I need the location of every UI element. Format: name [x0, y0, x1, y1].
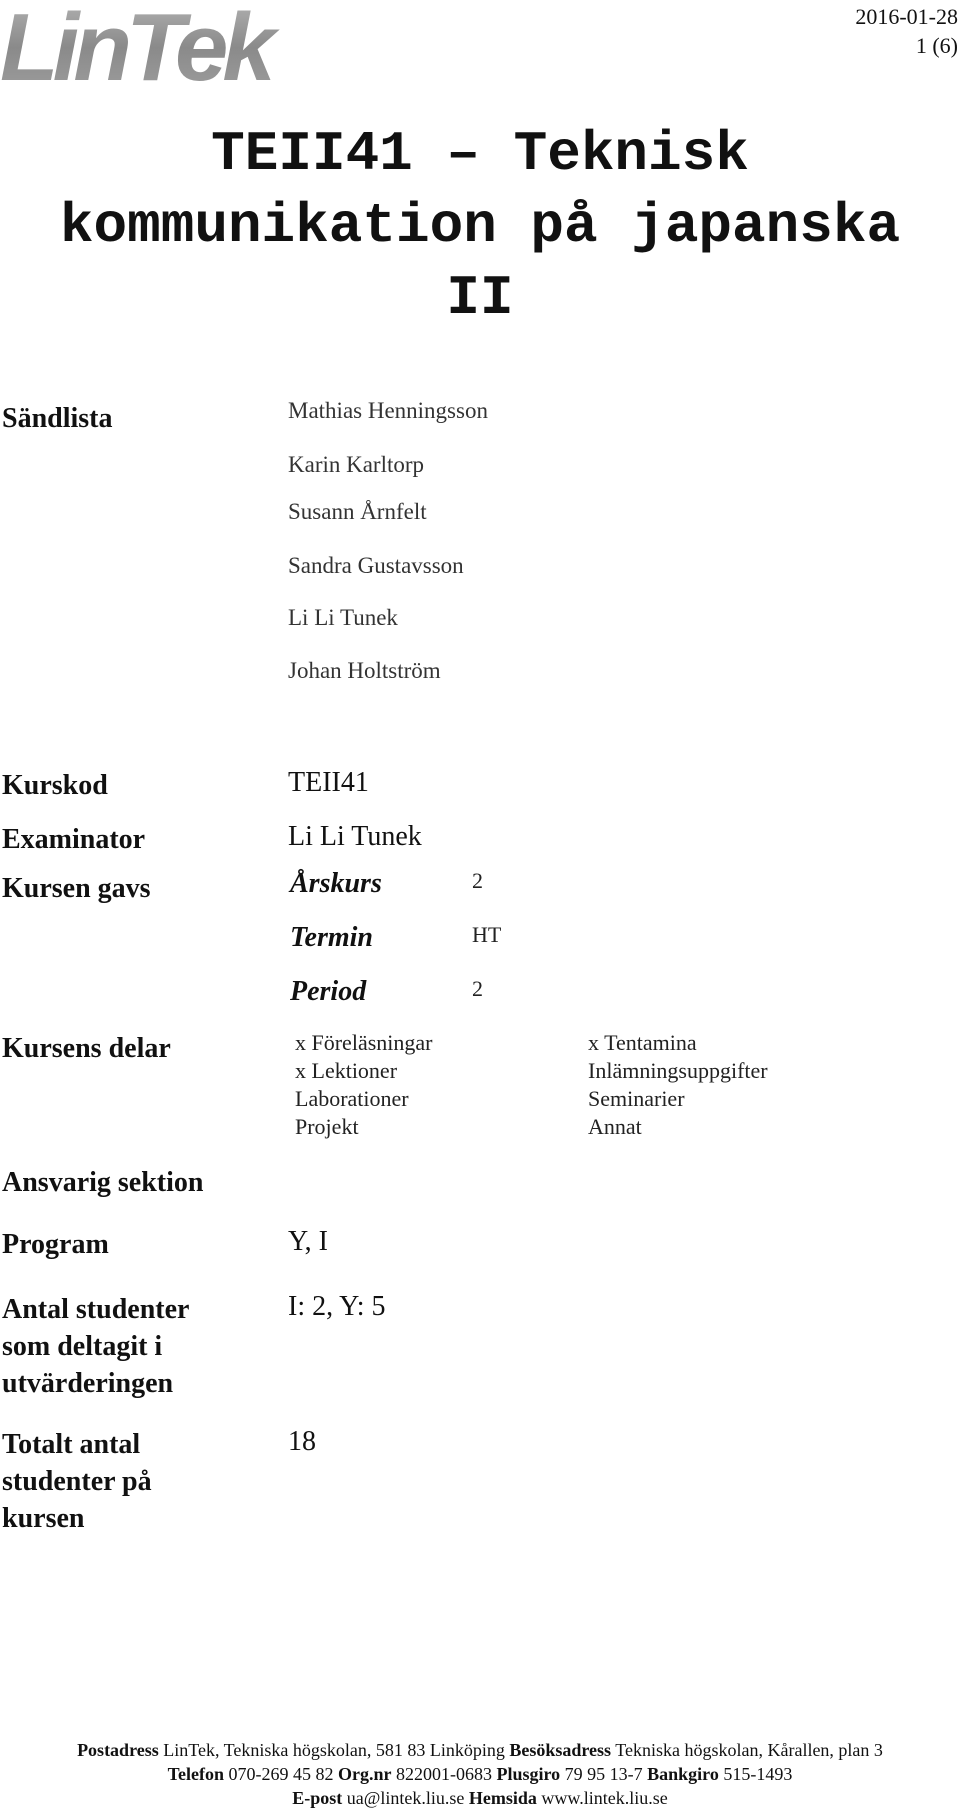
- postadress-label: Postadress: [77, 1740, 159, 1760]
- plusgiro-value: 79 95 13-7: [564, 1764, 643, 1784]
- document-date: 2016-01-28: [855, 4, 958, 29]
- lintek-logo: [0, 0, 305, 88]
- footer-line-3: [0, 1786, 960, 1810]
- kursens-delar-col-2: [588, 1029, 768, 1141]
- sandlista-name: Mathias Henningsson: [288, 398, 488, 423]
- kursens-delar-item: Annat: [588, 1114, 642, 1139]
- totalt-antal-value: 18: [288, 1426, 316, 1457]
- footer-line-1: [0, 1738, 960, 1762]
- epost-value[interactable]: ua@lintek.liu.se: [346, 1788, 465, 1808]
- plusgiro-label: Plusgiro: [496, 1764, 561, 1784]
- besoksadress-label: Besöksadress: [509, 1740, 612, 1760]
- document-title: [0, 118, 960, 334]
- title-line-1: TEII41 – Teknisk: [211, 122, 749, 186]
- period-label: Period: [290, 976, 367, 1007]
- kursens-delar-item: x Föreläsningar: [295, 1030, 433, 1055]
- period-value: 2: [472, 976, 483, 1001]
- sandlista-name: Li Li Tunek: [288, 605, 398, 630]
- sandlista-name: Sandra Gustavsson: [288, 553, 464, 578]
- kursens-delar-item: Projekt: [295, 1114, 359, 1139]
- page-number: 1 (6): [915, 33, 958, 58]
- kursens-delar-item: Inlämningsuppgifter: [588, 1058, 768, 1083]
- arskurs-value: 2: [472, 868, 483, 893]
- hemsida-value[interactable]: www.lintek.liu.se: [541, 1788, 668, 1808]
- kurskod-value: TEII41: [288, 767, 369, 798]
- sandlista-name: Johan Holtström: [288, 658, 441, 683]
- antal-studenter-value: I: 2, Y: 5: [288, 1291, 386, 1322]
- arskurs-label: Årskurs: [290, 868, 382, 899]
- title-line-2: kommunikation på japanska: [59, 194, 901, 258]
- kurskod-label: Kurskod: [2, 770, 108, 801]
- kursens-delar-item: x Lektioner: [295, 1058, 398, 1083]
- termin-value: HT: [472, 922, 502, 947]
- program-label: Program: [2, 1229, 109, 1260]
- epost-label: E-post: [292, 1788, 343, 1808]
- hemsida-label: Hemsida: [468, 1788, 537, 1808]
- telefon-value: 070-269 45 82: [228, 1764, 334, 1784]
- postadress-value: LinTek, Tekniska högskolan, 581 83 Linköping: [163, 1740, 505, 1760]
- totalt-antal-label: Totalt antal studenter på kursen: [2, 1429, 152, 1534]
- antal-studenter-label: Antal studenter som deltagit i utvärderingen: [2, 1294, 189, 1399]
- examinator-label: Examinator: [2, 824, 146, 855]
- kursen-gavs-label: Kursen gavs: [2, 873, 151, 904]
- examinator-value: Li Li Tunek: [288, 821, 422, 852]
- footer-line-2: [0, 1762, 960, 1786]
- sandlista-name: Susann Årnfelt: [288, 499, 427, 524]
- besoksadress-value: Tekniska högskolan, Kårallen, plan 3: [615, 1740, 883, 1760]
- orgnr-label: Org.nr: [337, 1764, 392, 1784]
- kursens-delar-item: Laborationer: [295, 1086, 409, 1111]
- ansvarig-sektion-label: Ansvarig sektion: [2, 1167, 204, 1198]
- program-value: Y, I: [288, 1226, 328, 1257]
- kursens-delar-item: Seminarier: [588, 1086, 685, 1111]
- orgnr-value: 822001-0683: [395, 1764, 492, 1784]
- sandlista-label: Sändlista: [2, 403, 113, 434]
- kursens-delar-col-1: [295, 1029, 432, 1141]
- bankgiro-value: 515-1493: [723, 1764, 793, 1784]
- termin-label: Termin: [290, 922, 373, 953]
- telefon-label: Telefon: [167, 1764, 224, 1784]
- kursens-delar-label: Kursens delar: [2, 1033, 171, 1064]
- logo-text: LinTek: [0, 0, 270, 88]
- bankgiro-label: Bankgiro: [647, 1764, 719, 1784]
- title-line-3: II: [446, 266, 514, 330]
- footer: [0, 1738, 960, 1810]
- kursens-delar-item: x Tentamina: [588, 1030, 697, 1055]
- sandlista-name: Karin Karltorp: [288, 452, 425, 477]
